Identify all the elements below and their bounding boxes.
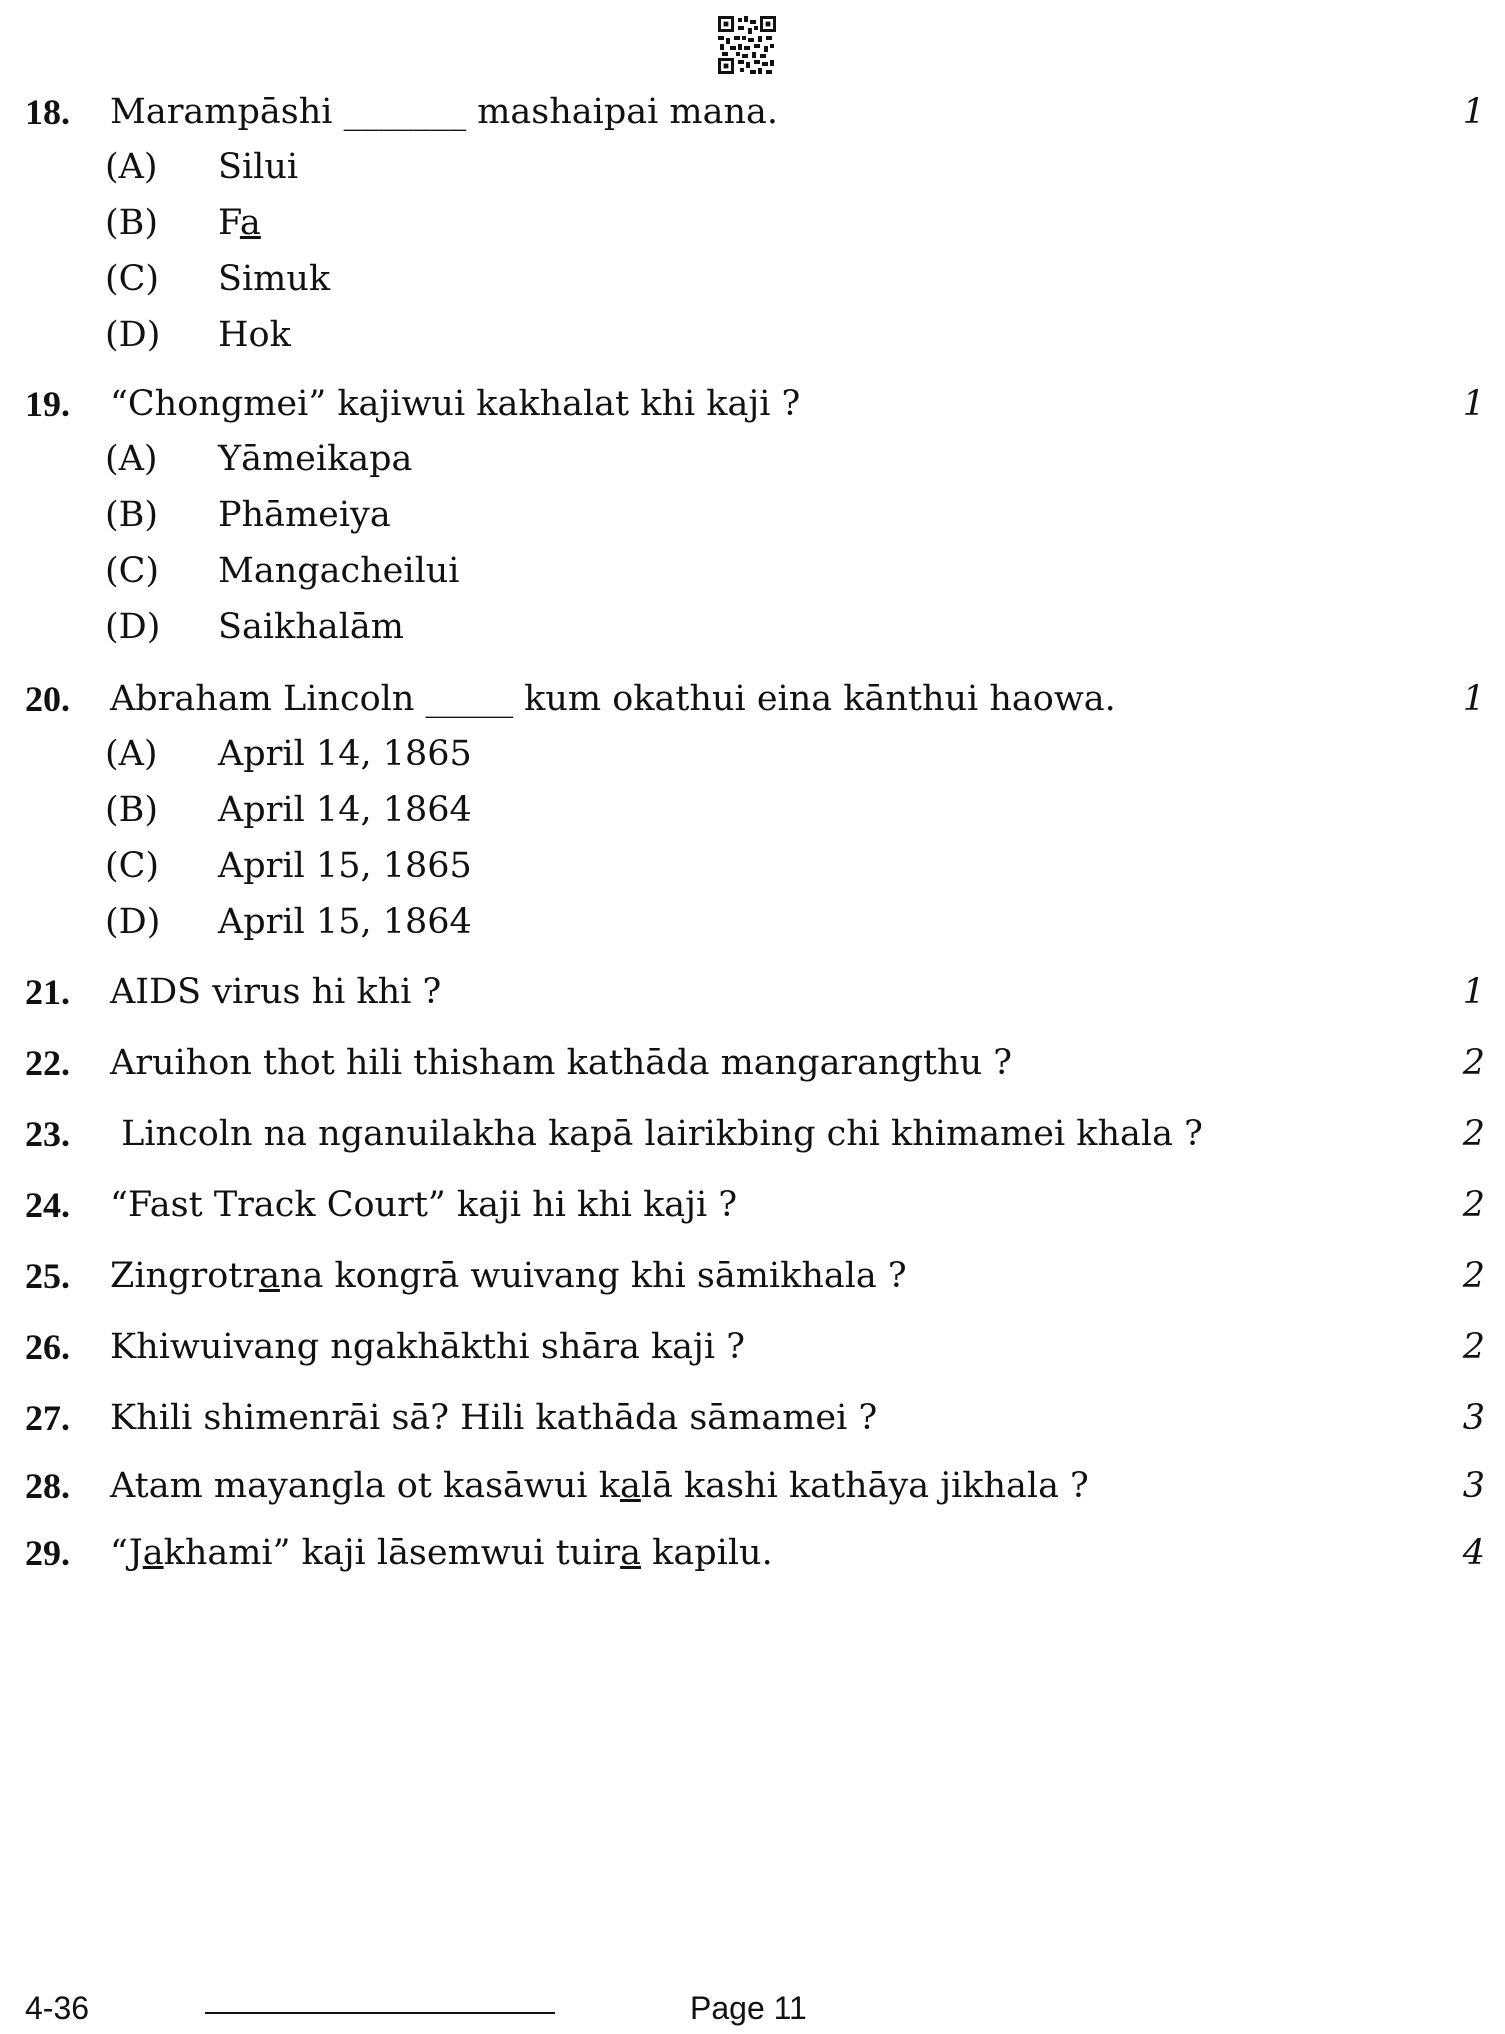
question-number: 20.: [25, 679, 70, 719]
question-21: [25, 970, 1485, 1014]
question-text: “Chongmei” kajiwui kakhalat khi kaji ?: [110, 384, 801, 424]
option-text: Yāmeikapa: [218, 439, 413, 479]
option-text: Silui: [218, 147, 299, 187]
question-number: 19.: [25, 384, 70, 424]
question-number: 29.: [25, 1533, 70, 1573]
question-number: 25.: [25, 1256, 70, 1296]
question-text: Lincoln na nganuilakha kapā lairikbing chi khimamei khala ?: [110, 1114, 1203, 1154]
question-18: [25, 90, 1485, 134]
question-marks: 1: [1462, 972, 1485, 1012]
option-label: (C): [105, 259, 160, 299]
option-label: (B): [105, 495, 159, 535]
question-marks: 1: [1462, 679, 1485, 719]
page-footer: [0, 1990, 1505, 2030]
paper-code: 4-36: [25, 1990, 90, 2026]
option-label: (C): [105, 551, 160, 591]
question-marks: 2: [1462, 1185, 1485, 1225]
page-number: Page 11: [690, 1990, 807, 2026]
question-marks: 2: [1462, 1043, 1485, 1083]
option-text: April 14, 1865: [218, 734, 472, 774]
option-text-part: F: [218, 203, 240, 243]
question-number: 23.: [25, 1114, 70, 1154]
question-marks: 3: [1462, 1466, 1485, 1506]
option-label: (D): [105, 607, 161, 647]
question-text: Abraham Lincoln _____ kum okathui eina kānthui haowa.: [110, 679, 1116, 719]
option-text: Saikhalām: [218, 607, 404, 647]
option-text: Mangacheilui: [218, 551, 460, 591]
question-text-part: khami” kaji lāsemwui tuir: [163, 1533, 621, 1573]
question-text-part: na kongrā wuivang khi sāmikhala ?: [279, 1256, 907, 1296]
question-marks: 3: [1462, 1398, 1485, 1438]
question-28: [25, 1464, 1485, 1508]
option-text: Simuk: [218, 259, 331, 299]
option-text: April 15, 1864: [218, 902, 472, 942]
question-number: 22.: [25, 1043, 70, 1083]
question-22: [25, 1041, 1485, 1085]
question-marks: 2: [1462, 1327, 1485, 1367]
question-text: [110, 1254, 907, 1298]
question-marks: 1: [1462, 92, 1485, 132]
question-20: [25, 677, 1485, 721]
option-label: (D): [105, 902, 161, 942]
question-24: [25, 1183, 1485, 1227]
question-text-part: Atam mayangla ot kasāwui k: [110, 1466, 620, 1506]
question-number: 28.: [25, 1466, 70, 1506]
question-marks: 4: [1462, 1533, 1485, 1573]
underlined-letter: a: [142, 1533, 164, 1573]
question-26: [25, 1325, 1485, 1369]
question-text: Aruihon thot hili thisham kathāda mangarangthu ?: [110, 1043, 1013, 1083]
option-text: April 15, 1865: [218, 846, 472, 886]
option-text: [218, 201, 261, 245]
question-text: Khili shimenrāi sā? Hili kathāda sāmamei ?: [110, 1398, 878, 1438]
qr-code-icon: [718, 16, 776, 74]
question-number: 21.: [25, 972, 70, 1012]
question-number: 26.: [25, 1327, 70, 1367]
question-text-part: kapilu.: [641, 1533, 773, 1573]
question-text: Khiwuivang ngakhākthi shāra kaji ?: [110, 1327, 745, 1367]
question-25: [25, 1254, 1485, 1298]
option-text: Phāmeiya: [218, 495, 391, 535]
option-label: (B): [105, 203, 159, 243]
question-text: [110, 1531, 773, 1575]
underlined-letter: a: [620, 1533, 642, 1573]
question-19: [25, 382, 1485, 426]
footer-divider: [205, 2012, 555, 2014]
question-text: AIDS virus hi khi ?: [110, 972, 442, 1012]
question-text: “Fast Track Court” kaji hi khi kaji ?: [110, 1185, 738, 1225]
option-text: Hok: [218, 315, 291, 355]
underlined-letter: a: [239, 203, 261, 243]
question-number: 24.: [25, 1185, 70, 1225]
question-text: [110, 1464, 1089, 1508]
question-text: Marampāshi _______ mashaipai mana.: [110, 92, 779, 132]
option-label: (A): [105, 439, 158, 479]
option-label: (A): [105, 147, 158, 187]
question-marks: 2: [1462, 1114, 1485, 1154]
question-number: 27.: [25, 1398, 70, 1438]
option-label: (D): [105, 315, 161, 355]
option-label: (A): [105, 734, 158, 774]
option-label: (C): [105, 846, 160, 886]
question-text-part: lā kashi kathāya jikhala ?: [640, 1466, 1089, 1506]
question-marks: 2: [1462, 1256, 1485, 1296]
question-text-part: Zingrotr: [110, 1256, 260, 1296]
underlined-letter: a: [619, 1466, 641, 1506]
question-number: 18.: [25, 92, 70, 132]
question-29: [25, 1531, 1485, 1575]
underlined-letter: a: [259, 1256, 280, 1296]
question-23: [25, 1112, 1485, 1156]
question-27: [25, 1396, 1485, 1440]
option-text: April 14, 1864: [218, 790, 472, 830]
question-marks: 1: [1462, 384, 1485, 424]
option-label: (B): [105, 790, 159, 830]
question-text-part: “J: [110, 1533, 143, 1573]
